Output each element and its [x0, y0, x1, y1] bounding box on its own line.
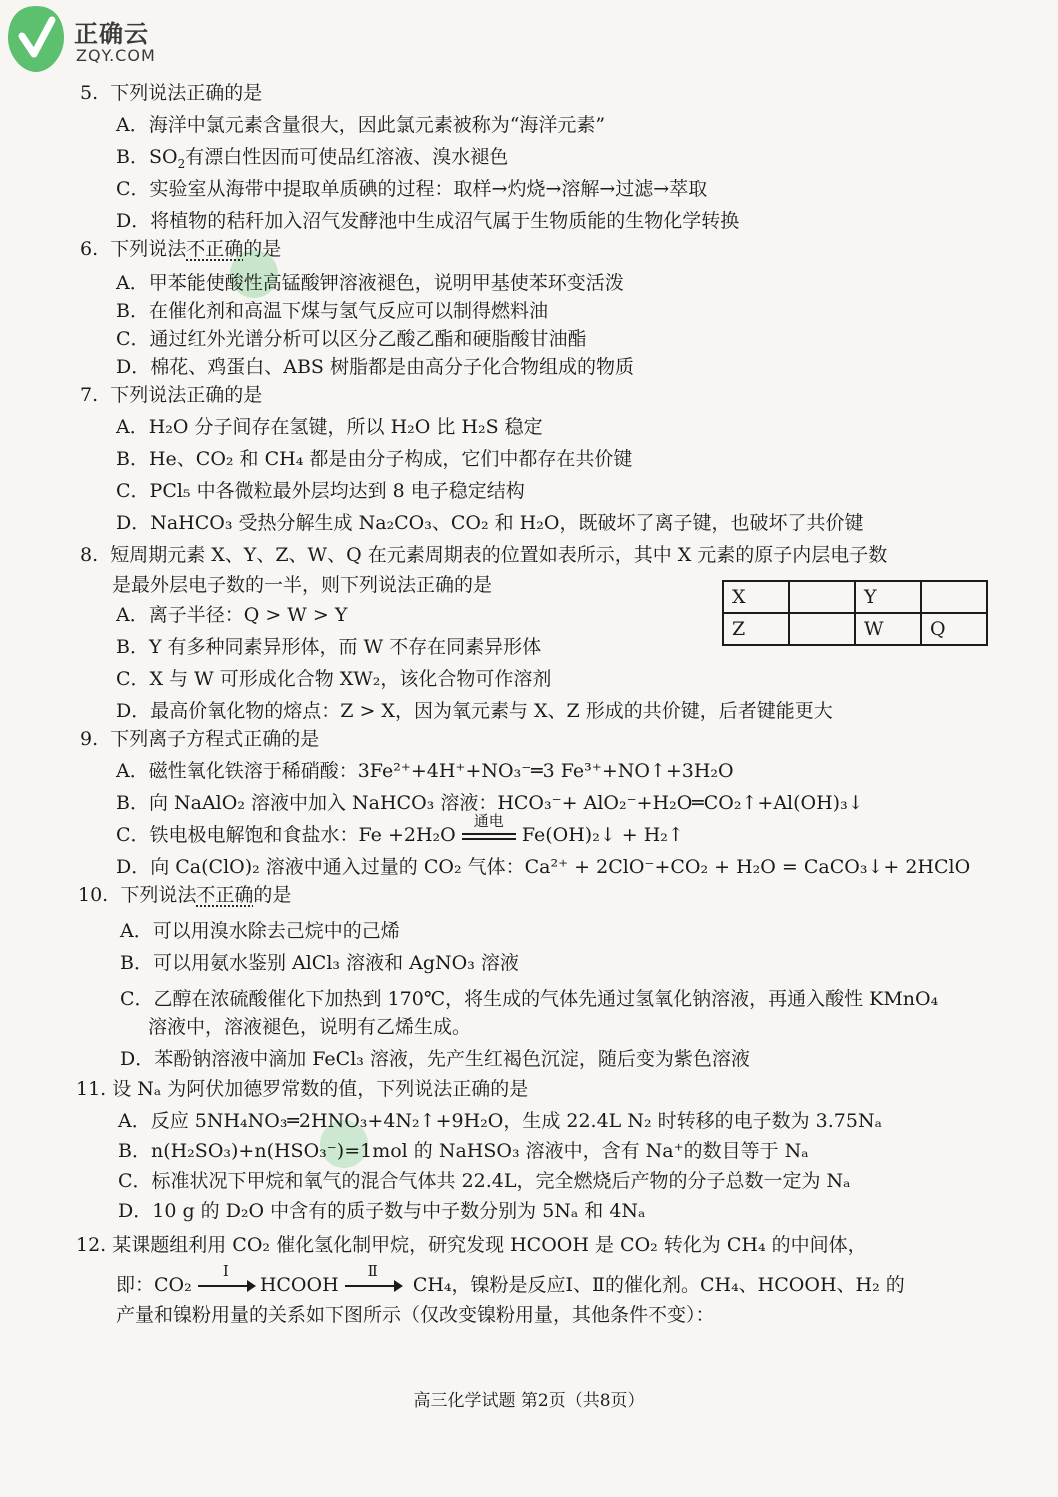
option: C．铁电极电解饱和食盐水：Fe +2H₂O 通电 Fe(OH)₂↓ + H₂↑	[116, 822, 684, 848]
table-cell	[789, 581, 855, 613]
option: A．可以用溴水除去己烷中的己烯	[120, 920, 400, 942]
question-12-stem: 12. 某课题组利用 CO₂ 催化氢化制甲烷，研究发现 HCOOH 是 CO₂ 转化为 CH₄ 的中间体，	[76, 1234, 867, 1256]
arrow-label: 通电	[473, 812, 504, 830]
option: B．在催化剂和高温下煤与氢气反应可以制得燃料油	[116, 300, 548, 322]
option: B．n(H₂SO₃)+n(HSO₃⁻)=1mol 的 NaHSO₃ 溶液中，含有 Na⁺的数目等于 Nₐ	[118, 1140, 809, 1162]
table-cell: X	[723, 581, 789, 613]
option: A．反应 5NH₄NO₃═2HNO₃+4N₂↑+9H₂O，生成 22.4L N₂ 时转移的电子数为 3.75Nₐ	[118, 1110, 882, 1132]
option: C．乙醇在浓硫酸催化下加热到 170℃，将生成的气体先通过氢氧化钠溶液，再通入酸性 KMnO₄	[120, 988, 939, 1010]
option: C．通过红外光谱分析可以区分乙酸乙酯和硬脂酸甘油酯	[116, 328, 587, 350]
option: B．可以用氨水鉴别 AlCl₃ 溶液和 AgNO₃ 溶液	[120, 952, 519, 974]
option: A．离子半径：Q > W > Y	[116, 604, 348, 626]
brand-name: 正确云	[74, 20, 149, 48]
table-cell	[789, 613, 855, 645]
question-12-scheme: 即：CO₂ Ⅰ HCOOH Ⅱ CH₄，镍粉是反应Ⅰ、Ⅱ的催化剂。CH₄、HCOOH、H₂ 的	[116, 1272, 905, 1298]
option: B．$SO_2$有漂白性因而可使品红溶液、溴水褪色	[116, 146, 509, 171]
question-11-stem: 11. 设 Nₐ 为阿伏加德罗常数的值，下列说法正确的是	[76, 1078, 529, 1100]
table-cell: Q	[921, 613, 987, 645]
brand-domain: ZQY.COM	[76, 46, 156, 65]
option: D．将植物的秸秆加入沼气发酵池中生成沼气属于生物质能的生物化学转换	[116, 210, 740, 232]
arrow-label: Ⅰ	[222, 1262, 229, 1280]
question-9-stem: 9. 下列离子方程式正确的是	[80, 728, 320, 750]
question-10-stem: 10. 下列说法不正确的是	[78, 884, 292, 906]
table-cell: Z	[723, 613, 789, 645]
option: A．海洋中氯元素含量很大，因此氯元素被称为“海洋元素”	[116, 114, 606, 136]
option: C．实验室从海带中提取单质碘的过程：取样→灼烧→溶解→过滤→萃取	[116, 178, 708, 200]
question-7-stem: 7. 下列说法正确的是	[80, 384, 263, 406]
question-8-stem: 8. 短周期元素 X、Y、Z、W、Q 在元素周期表的位置如表所示，其中 X 元素的原子内层电子数	[80, 544, 888, 566]
arrow-label: Ⅱ	[367, 1262, 378, 1280]
option: A．甲苯能使酸性高锰酸钾溶液褪色，说明甲基使苯环变活泼	[116, 272, 624, 294]
question-5-stem: 5. 下列说法正确的是	[80, 82, 263, 104]
option: D．棉花、鸡蛋白、ABS 树脂都是由高分子化合物组成的物质	[116, 356, 634, 378]
option: C．标准状况下甲烷和氧气的混合气体共 22.4L，完全燃烧后产物的分子总数一定为 Nₐ	[118, 1170, 851, 1192]
option: D．苯酚钠溶液中滴加 FeCl₃ 溶液，先产生红褐色沉淀，随后变为紫色溶液	[120, 1048, 750, 1070]
option: A．H₂O 分子间存在氢键，所以 H₂O 比 H₂S 稳定	[116, 416, 543, 438]
option: B．He、CO₂ 和 CH₄ 都是由分子构成，它们中都存在共价键	[116, 448, 633, 470]
reaction-arrow-icon	[345, 1285, 401, 1287]
table-row	[723, 581, 987, 613]
option: D．向 Ca(ClO)₂ 溶液中通入过量的 CO₂ 气体：Ca²⁺ + 2ClO⁻+CO₂ + H₂O = CaCO₃↓+ 2HClO	[116, 856, 971, 878]
option: B．Y 有多种同素异形体，而 W 不存在同素异形体	[116, 636, 542, 658]
brand-logo	[6, 4, 166, 74]
question-8-stem-cont: 是最外层电子数的一半，则下列说法正确的是	[112, 574, 493, 596]
option: D．10 g 的 D₂O 中含有的质子数与中子数分别为 5Nₐ 和 4Nₐ	[118, 1200, 646, 1222]
option: A．磁性氧化铁溶于稀硝酸：3Fe²⁺+4H⁺+NO₃⁻═3 Fe³⁺+NO↑+3H₂O	[116, 760, 734, 782]
table-row	[723, 613, 987, 645]
periodic-table-excerpt	[722, 580, 988, 646]
table-cell	[921, 581, 987, 613]
option: C．X 与 W 可形成化合物 XW₂，该化合物可作溶剂	[116, 668, 552, 690]
option: B．向 NaAlO₂ 溶液中加入 NaHCO₃ 溶液：HCO₃⁻+ AlO₂⁻+H₂O═CO₂↑+Al(OH)₃↓	[116, 792, 864, 814]
question-12-stem-cont: 产量和镍粉用量的关系如下图所示（仅改变镍粉用量，其他条件不变）：	[116, 1304, 715, 1326]
option: D．最高价氧化物的熔点：Z > X，因为氧元素与 X、Z 形成的共价键，后者键能更大	[116, 700, 833, 722]
option: D．NaHCO₃ 受热分解生成 Na₂CO₃、CO₂ 和 H₂O，既破坏了离子键，也破坏了共价键	[116, 512, 864, 534]
question-6-stem: 6. 下列说法不正确的是	[80, 238, 282, 260]
option-cont: 溶液中，溶液褪色，说明有乙烯生成。	[148, 1016, 472, 1038]
page-footer: 高三化学试题 第2页（共8页）	[413, 1391, 645, 1411]
table-cell: Y	[855, 581, 921, 613]
table-cell: W	[855, 613, 921, 645]
check-leaf-icon	[6, 4, 66, 74]
option: C．PCl₅ 中各微粒最外层均达到 8 电子稳定结构	[116, 480, 525, 502]
reaction-arrow-icon	[198, 1285, 254, 1287]
